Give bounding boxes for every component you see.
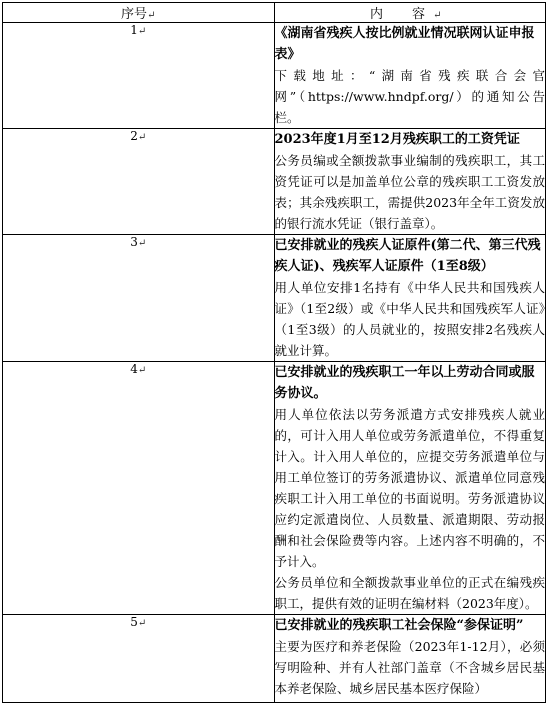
row-content-cell (274, 362, 546, 615)
header-content: 内 容 (370, 7, 434, 22)
row-number-cell: 4↵ (3, 362, 275, 615)
row-number-cell: 1↵ (3, 23, 275, 129)
row-title: 2023年度1月至12月残疾职工的工资凭证 (274, 132, 520, 147)
header-row (3, 3, 546, 23)
header-content-cell: 内 容↵ (274, 3, 546, 23)
row-title: 已安排就业的残疾职工一年以上劳动合同或服务协议。 (274, 365, 535, 401)
table-row (3, 23, 546, 129)
row-title: 已安排就业的残疾人证原件(第二代、第三代残疾人证)、残疾军人证原件（1至8级） (274, 238, 541, 274)
row-number: 3 (130, 235, 138, 249)
row-number: 2 (130, 129, 138, 143)
row-number: 4 (130, 362, 138, 376)
row-paragraph: 公务员编或全额拨款事业编制的残疾职工，其工资凭证可以是加盖单位公章的残疾职工工资发放表；其余残疾职工，需提供2023年全年工资发放的银行流水凭证（银行盖章）。 (274, 153, 545, 231)
table-row (3, 129, 546, 235)
row-content-cell (274, 615, 546, 703)
row-paragraph: 用人单位安排1名持有《中华人民共和国残疾人证》（1至2级）或《中华人民共和国残疾军人证》（1至3级）的人员就业的，按照安排2名残疾人就业计算。 (274, 280, 545, 358)
row-paragraph: 下载地址：“湖南省残疾联合会官网”（https://www.hndpf.org/）的通知公告栏。 (274, 68, 545, 125)
table-row (3, 362, 546, 615)
row-number: 1 (130, 23, 138, 37)
header-number-cell: 序号↵ (3, 3, 275, 23)
row-number: 5 (130, 615, 138, 629)
row-paragraph: 公务员单位和全额拨款事业单位的正式在编残疾职工，提供有效的证明在编材料（2023年度）。 (274, 575, 545, 611)
row-paragraph: 用人单位依法以劳务派遣方式安排残疾人就业的，可计入用人单位或劳务派遣单位，不得重复计入。计入用人单位的，应提交劳务派遣单位与用工单位签订的劳务派遣协议、派遣单位同意残疾职工计入用工单位的书面说明。劳务派遣协议应约定派遣岗位、人员数量、派遣期限、劳动报酬和社会保险费等内容。上述内容不明确的，不予计入。 (274, 407, 545, 569)
table-row (3, 615, 546, 703)
requirements-table (2, 2, 546, 703)
row-title: 已安排就业的残疾职工社会保险“参保证明” (274, 618, 524, 633)
row-title: 《湖南省残疾人按比例就业情况联网认证申报表》 (274, 26, 535, 62)
header-number: 序号 (121, 7, 148, 22)
row-content-cell (274, 129, 546, 235)
row-number-cell: 2↵ (3, 129, 275, 235)
row-content-cell (274, 23, 546, 129)
row-number-cell: 3↵ (3, 235, 275, 362)
row-paragraph: 主要为医疗和养老保险（2023年1-12月），必须写明险种、并有人社部门盖章（不含城乡居民基本养老保险、城乡居民基本医疗保险） (274, 639, 545, 696)
row-content-cell (274, 235, 546, 362)
table-row (3, 235, 546, 362)
row-number-cell: 5↵ (3, 615, 275, 703)
